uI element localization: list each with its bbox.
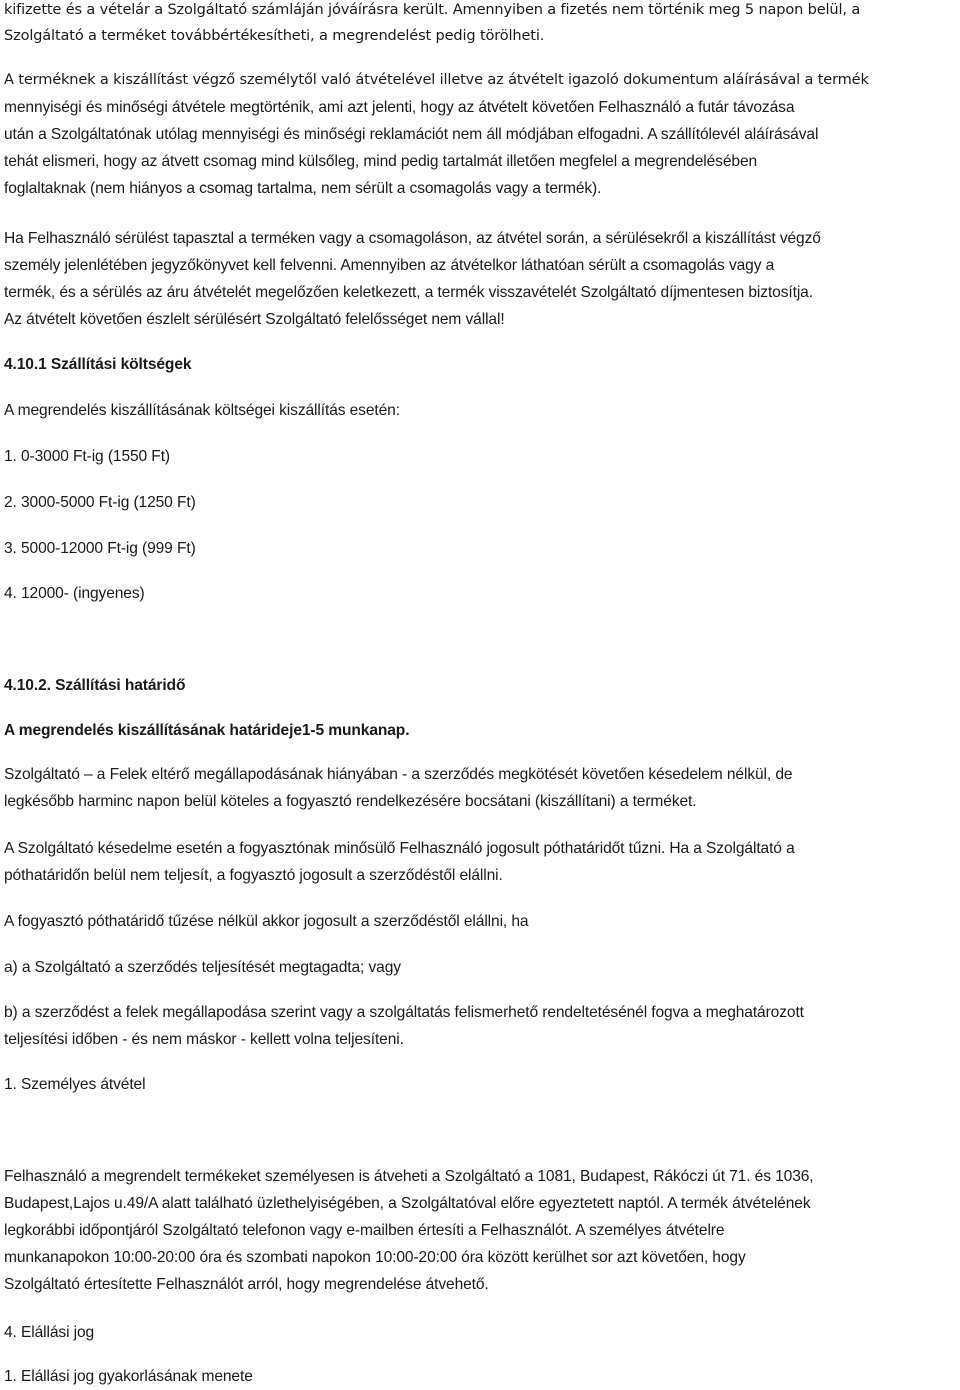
text-line: A terméknek a kiszállítást végző személytől való átvételével illetve az átvételt igazoló dokumentum aláírásával a termék <box>4 71 869 88</box>
text-line: Budapest,Lajos u.49/A alatt található üzlethelyiségében, a Szolgáltatóval előre egyeztetett naptól. A termék átvételének <box>4 1195 811 1212</box>
text-line: foglaltaknak (nem hiányos a csomag tartalma, nem sérült a csomagolás vagy a termék). <box>4 180 602 197</box>
shipping-costs-intro: A megrendelés kiszállításának költségei kiszállítás esetén: <box>4 402 400 419</box>
personal-pickup-paragraph <box>4 1163 956 1298</box>
receipt-paragraph <box>4 67 956 93</box>
intro-paragraph <box>4 0 956 49</box>
shipping-cost-item: 1. 0-3000 Ft-ig (1550 Ft) <box>4 448 171 465</box>
text-line: Szolgáltató a terméket továbbértékesítheti, a megrendelést pedig törölheti. <box>4 27 545 44</box>
text-line: Ha Felhasználó sérülést tapasztal a terméken vagy a csomagoláson, az átvétel során, a sérülésekről a kiszállítást végző <box>4 230 821 247</box>
text-line: után a Szolgáltatónak utólag mennyiségi és minőségi reklamációt nem áll módjában elfogadni. A szállítólevél aláírásával <box>4 126 819 143</box>
delivery-paragraph-3: A fogyasztó póthatáridő tűzése nélkül akkor jogosult a szerződéstől elállni, ha <box>4 913 529 930</box>
text-line: b) a szerződést a felek megállapodása szerint vagy a szolgáltatás felismerhető rendeltetésénél fogva a meghatározott <box>4 1004 804 1021</box>
section-heading-personal-pickup: 1. Személyes átvétel <box>4 1076 146 1093</box>
text-line: kifizette és a vételár a Szolgáltató számláján jóváírásra került. Amennyiben a fizetés nem történik meg 5 napon belül, a <box>4 1 861 18</box>
section-heading-withdrawal: 4. Elállási jog <box>4 1324 95 1341</box>
text-line: Szolgáltató értesítette Felhasználót arról, hogy megrendelése átvehető. <box>4 1276 489 1293</box>
damage-paragraph <box>4 225 956 333</box>
delivery-item-a: a) a Szolgáltató a szerződés teljesítését megtagadta; vagy <box>4 959 401 976</box>
delivery-item-b <box>4 999 956 1053</box>
shipping-cost-item: 3. 5000-12000 Ft-ig (999 Ft) <box>4 540 196 557</box>
receipt-paragraph-continued <box>4 94 956 202</box>
text-line: legkorábbi időpontjáról Szolgáltató telefonon vagy e-mailben értesíti a Felhasználót. A személyes átvételre <box>4 1222 725 1239</box>
text-line: póthatáridőn belül nem teljesít, a fogyasztó jogosult a szerződéstől elállni. <box>4 867 503 884</box>
text-line: Felhasználó a megrendelt termékeket személyesen is átveheti a Szolgáltató a 1081, Budapest, Rákóczi út 71. és 1036, <box>4 1168 814 1185</box>
section-heading-shipping-costs: 4.10.1 Szállítási költségek <box>4 356 192 373</box>
shipping-cost-item: 4. 12000- (ingyenes) <box>4 585 145 602</box>
delivery-paragraph-1 <box>4 761 956 815</box>
text-line: személy jelenlétében jegyzőkönyvet kell felvenni. Amennyiben az átvételkor láthatóan sérült a csomagolás vagy a <box>4 257 775 274</box>
text-line: teljesítési időben - és nem máskor - kellett volna teljesíteni. <box>4 1031 404 1048</box>
text-line: tehát elismeri, hogy az átvett csomag mind külsőleg, mind pedig tartalmát illetően megfelel a megrendelésében <box>4 153 758 170</box>
delivery-paragraph-2 <box>4 835 956 889</box>
text-line: A Szolgáltató késedelme esetén a fogyasztónak minősülő Felhasználó jogosult póthatáridőt tűzni. Ha a Szolgáltató a <box>4 840 795 857</box>
text-line: legkésőbb harminc napon belül köteles a fogyasztó rendelkezésére bocsátani (kiszállítani) a terméket. <box>4 793 697 810</box>
section-heading-delivery-deadline: 4.10.2. Szállítási határidő <box>4 677 186 694</box>
text-line: Szolgáltató – a Felek eltérő megállapodásának hiányában - a szerződés megkötését követően késedelem nélkül, de <box>4 766 793 783</box>
text-line: munkanapokon 10:00-20:00 óra és szombati napokon 10:00-20:00 óra között kerülhet sor azt követően, hogy <box>4 1249 746 1266</box>
text-line: termék, és a sérülés az áru átvételét megelőzően keletkezett, a termék visszavételét Szolgáltató díjmentesen biztosítja. <box>4 284 813 301</box>
delivery-deadline-subheading: A megrendelés kiszállításának határideje1-5 munkanap. <box>4 722 410 739</box>
text-line: Az átvételt követően észlelt sérülésért Szolgáltató felelősséget nem vállal! <box>4 311 505 328</box>
shipping-cost-item: 2. 3000-5000 Ft-ig (1250 Ft) <box>4 494 196 511</box>
text-line: mennyiségi és minőségi átvétele megtörténik, ami azt jelenti, hogy az átvételt követően Felhasználó a futár távozása <box>4 99 795 116</box>
withdrawal-subheading: 1. Elállási jog gyakorlásának menete <box>4 1368 253 1385</box>
